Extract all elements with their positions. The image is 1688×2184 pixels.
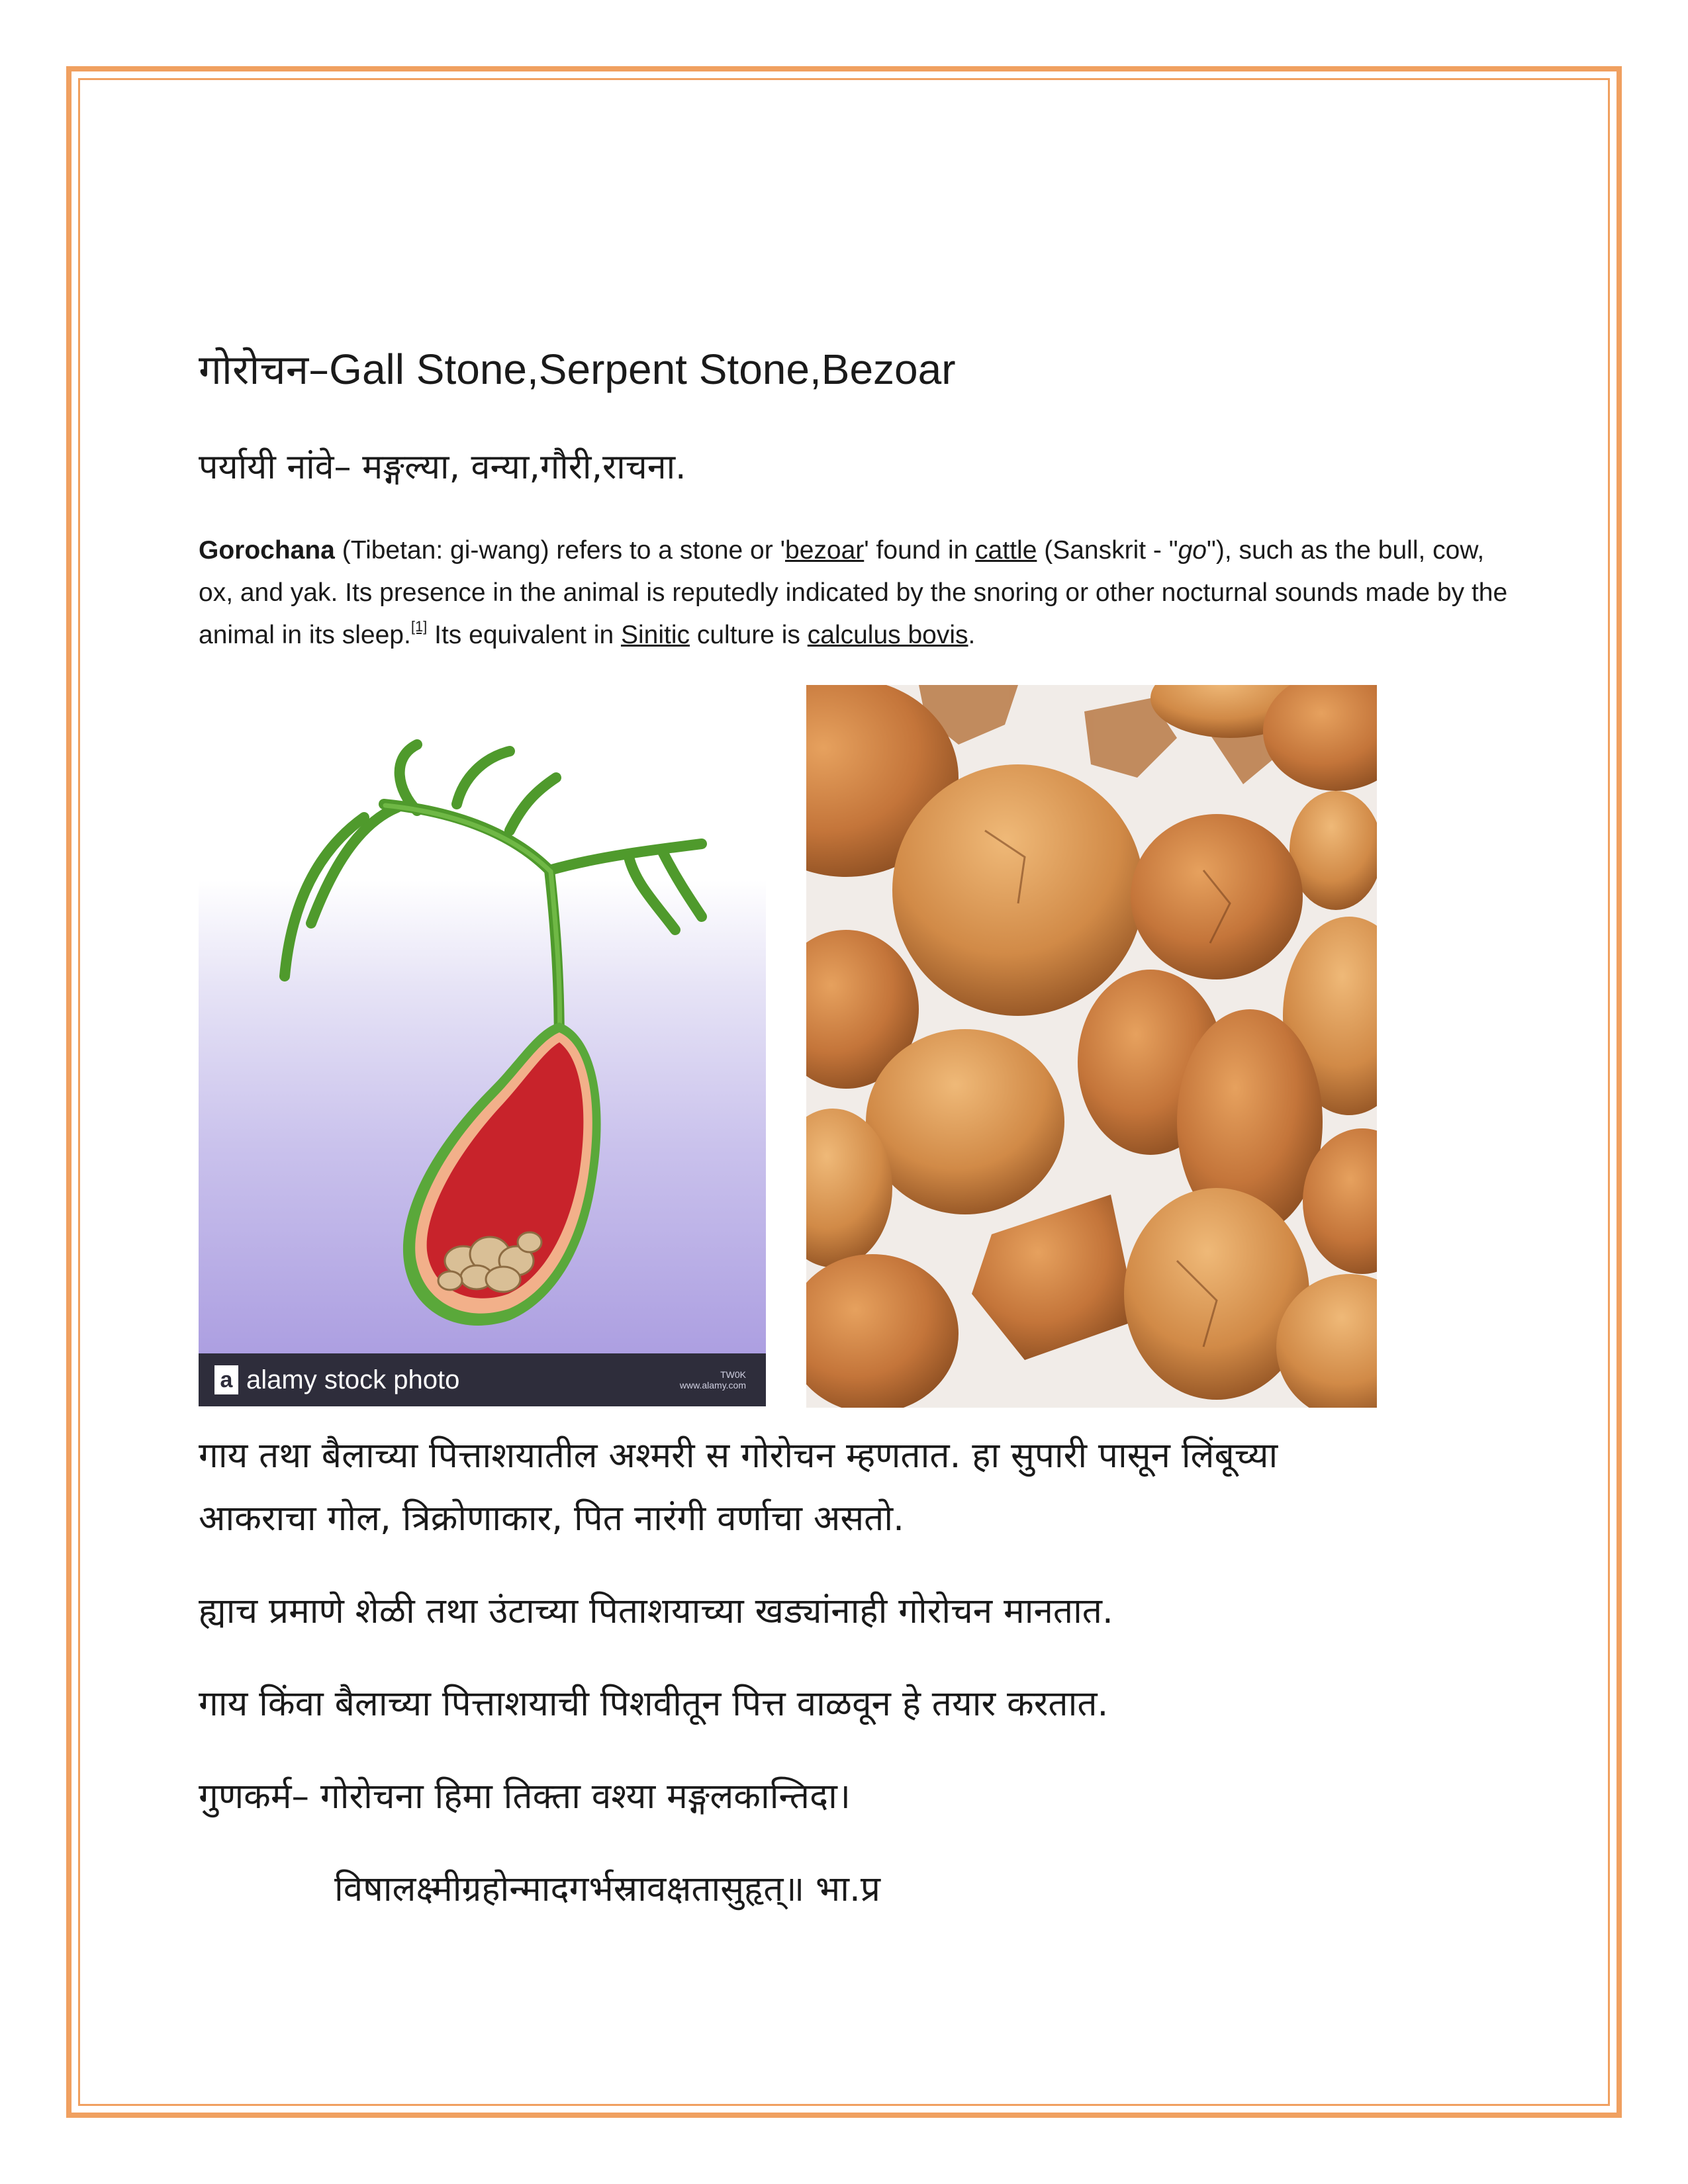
body-line-3: ह्याच प्रमाणे शेळी तथा उंटाच्या पिताशयाच्या खड्यांनाही गोरोचन मानतात. bbox=[199, 1591, 1113, 1631]
title-devanagari: गोरोचन– bbox=[199, 345, 330, 394]
gallstones-photo bbox=[806, 685, 1377, 1408]
link-bezoar[interactable]: bezoar bbox=[785, 536, 865, 565]
synonyms-line: पर्यायी नांवे– मङ्गल्या, वन्या,गौरी,राचना. bbox=[199, 447, 686, 487]
watermark-small bbox=[680, 1369, 746, 1390]
page-title bbox=[199, 341, 956, 396]
body-line-2: आकराचा गोल, त्रिक्रोणाकार, पित नारंगी वर्णाचा असतो. bbox=[199, 1498, 904, 1539]
intro-text: Its equivalent in bbox=[427, 621, 621, 649]
intro-term: Gorochana bbox=[199, 536, 335, 565]
gallbladder-drawing bbox=[199, 731, 766, 1406]
link-cattle[interactable]: cattle bbox=[975, 536, 1037, 565]
reference-link[interactable] bbox=[411, 618, 427, 635]
gallbladder-illustration bbox=[199, 731, 766, 1406]
gunakarma-line: गुणकर्म– गोरोचना हिमा तिक्ता वश्या मङ्गलकान्तिदा। bbox=[199, 1776, 851, 1817]
intro-text: culture is bbox=[690, 621, 808, 649]
intro-text: ' found in bbox=[864, 536, 976, 565]
shloka-line: विषालक्ष्मीग्रहोन्मादगर्भस्रावक्षतासुहृत्॥ भा.प्र bbox=[334, 1869, 881, 1909]
gallstones-drawing bbox=[806, 685, 1377, 1408]
title-english: Gall Stone,Serpent Stone,Bezoar bbox=[329, 345, 956, 393]
body-line-1: गाय तथा बैलाच्या पित्ताशयातील अश्मरी स गोरोचन म्हणतात. हा सुपारी पासून लिंबूच्या bbox=[199, 1435, 1278, 1476]
watermark-url: www.alamy.com bbox=[679, 1380, 746, 1390]
watermark-bar bbox=[199, 1353, 766, 1406]
intro-text: (Tibetan: gi-wang) refers to a stone or ' bbox=[334, 536, 786, 565]
body-line-4: गाय किंवा बैलाच्या पित्ताशयाची पिशवीतून पित्त वाळवून हे तयार करतात. bbox=[199, 1684, 1109, 1724]
reference-number[interactable]: [1] bbox=[410, 618, 428, 635]
intro-text: . bbox=[968, 621, 976, 649]
link-sinitic[interactable]: Sinitic bbox=[620, 621, 690, 649]
intro-text: (Sanskrit - " bbox=[1037, 536, 1178, 565]
intro-text: "), such as the bull, cow, ox, and yak. Its presence in the animal is reputedly indicated by the snoring or other nocturnal sounds made by the animal in its sleep. bbox=[199, 536, 1508, 649]
watermark-id: TW0K bbox=[720, 1369, 746, 1380]
intro-go: go bbox=[1178, 536, 1207, 565]
intro-paragraph bbox=[199, 529, 1516, 657]
link-calculus-bovis[interactable]: calculus bovis bbox=[807, 621, 968, 649]
alamy-logo-icon: a bbox=[214, 1365, 238, 1394]
watermark-text: alamy stock photo bbox=[246, 1365, 460, 1394]
